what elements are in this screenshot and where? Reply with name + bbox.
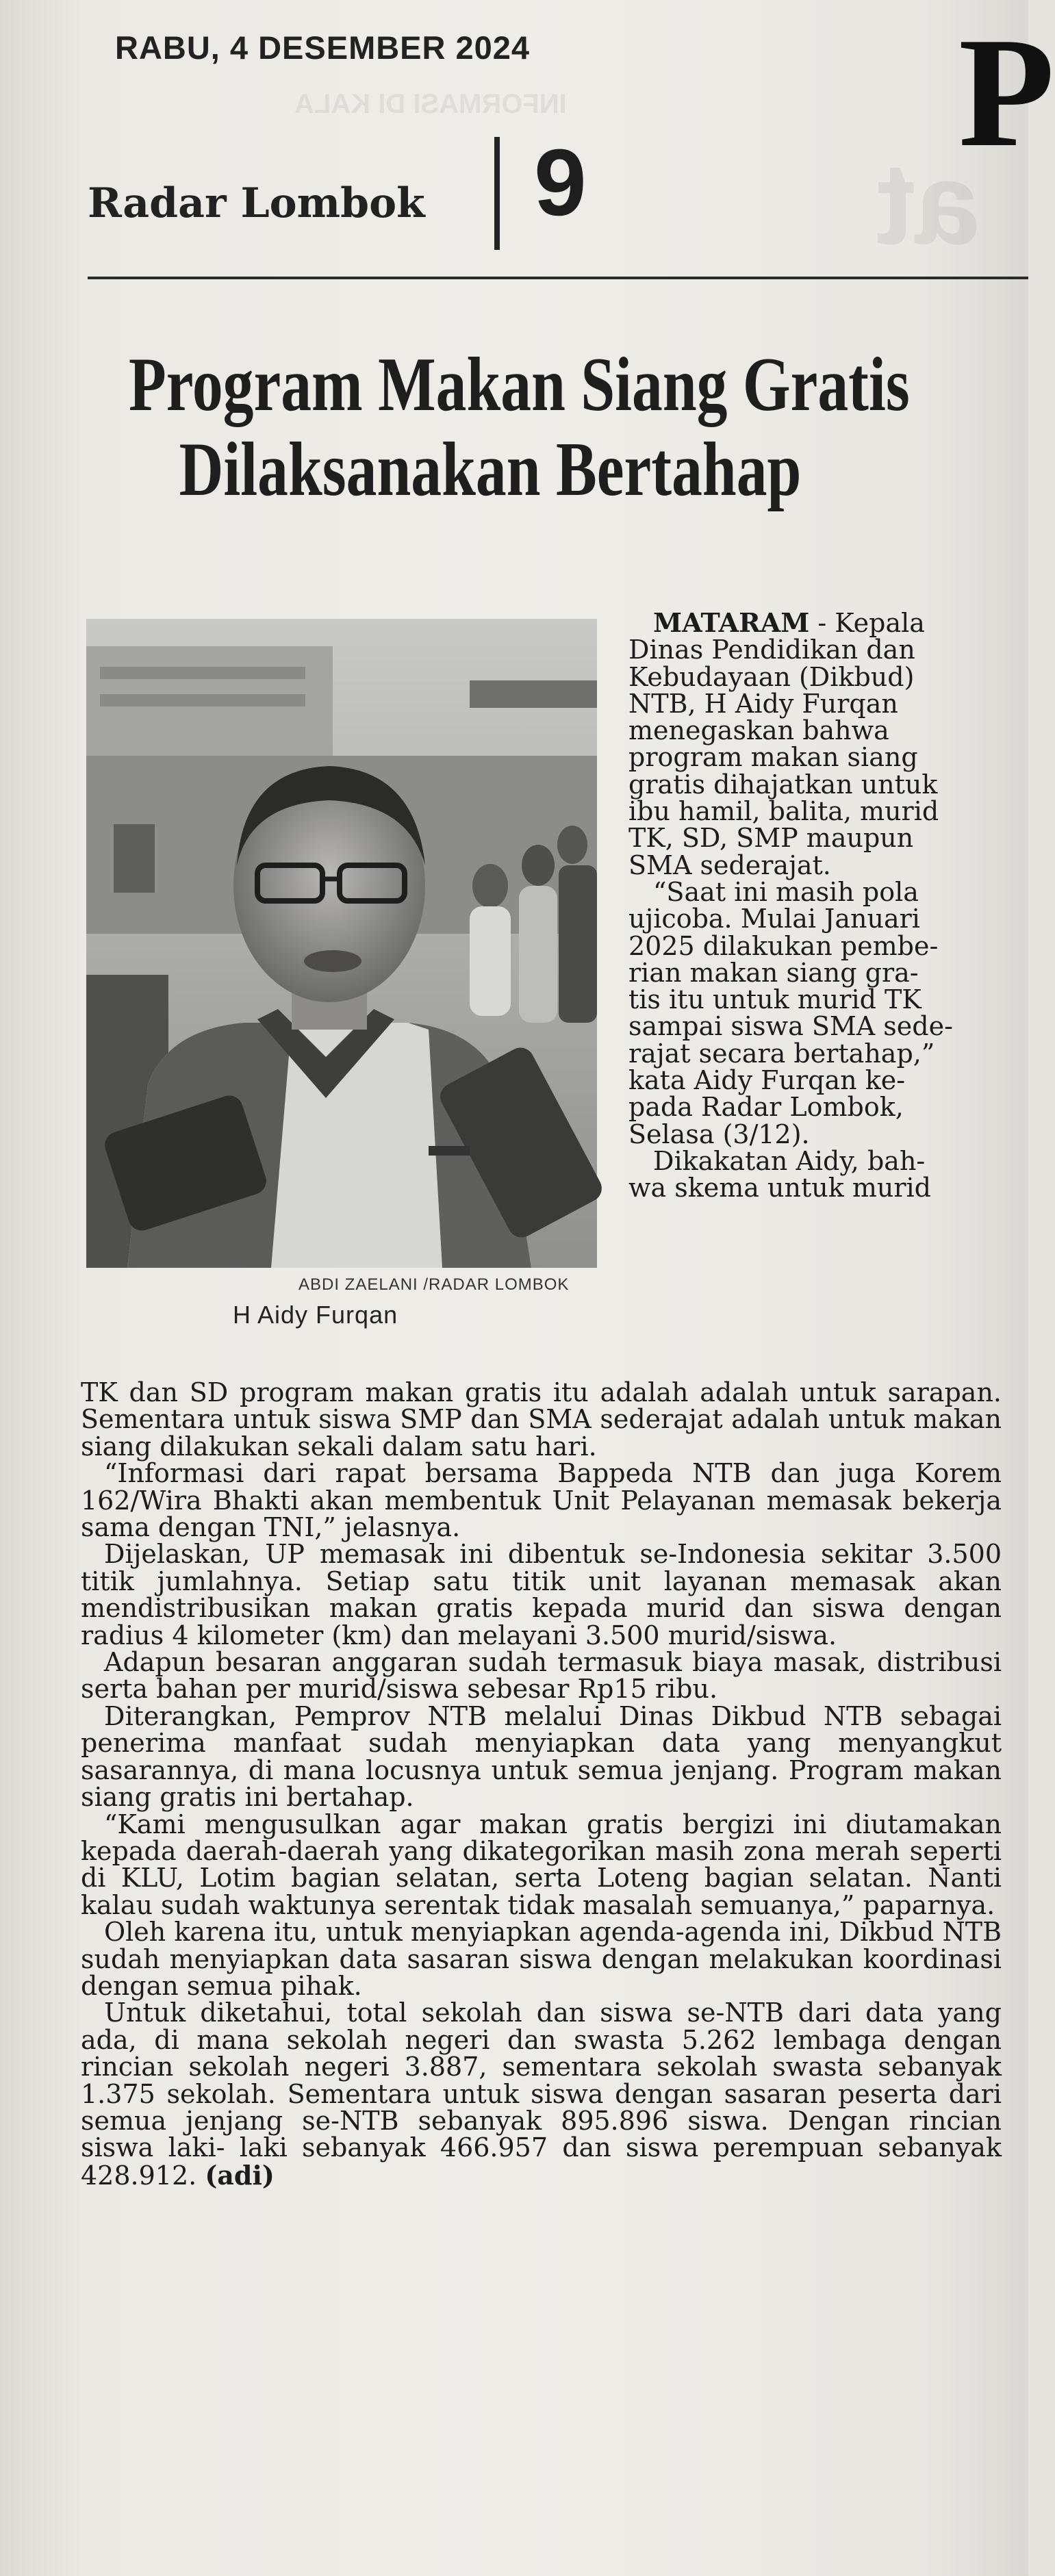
side-line: kata Aidy Furqan ke- <box>628 1065 906 1096</box>
side-line: menegaskan bahwa <box>628 715 889 746</box>
side-line: Dikakatan Aidy, bah- <box>653 1145 926 1176</box>
side-line: program makan siang <box>628 742 918 773</box>
body-paragraph: Oleh karena itu, untuk menyiapkan agenda-agenda ini, Dikbud NTB sudah menyiapkan data sasaran siswa dengan melakukan koordinasi dengan semua pihak. <box>81 1917 1002 2001</box>
side-line: Kebudayaan (Dikbud) <box>628 661 915 692</box>
dateline: MATARAM <box>653 607 810 638</box>
section-name: Radar Lombok <box>88 179 425 227</box>
body-paragraph-last: Untuk diketahui, total sekolah dan siswa se-NTB dari data yang ada, di mana sekolah negeri dan swasta 5.262 lembaga dengan rincian sekolah negeri 3.887, sementara sekolah swasta sebanyak 1.375 sekolah. Sementara untuk siswa dengan sasaran peserta dari semua jenjang se-NTB sebanyak 895.896 siswa. Dengan rincian siswa laki- laki sebanyak 466.957 dan siswa perempuan sebanyak 428.912. (adi) <box>81 1998 1002 2191</box>
side-line: Dinas Pendidikan dan <box>628 635 915 665</box>
bleed-through-headline: at <box>876 139 980 269</box>
photo-credit: ABDI ZAELANI /RADAR LOMBOK <box>298 1275 570 1294</box>
page-number: 9 <box>534 130 587 235</box>
header-rule <box>88 277 1028 279</box>
side-line: NTB, H Aidy Furqan <box>628 688 898 719</box>
side-line: pada Radar Lombok, <box>628 1092 904 1123</box>
side-line: Selasa (3/12). <box>628 1119 810 1149</box>
article-side-column <box>628 609 1012 1202</box>
body-paragraph: “Kami mengusulkan agar makan gratis bergizi ini diutamakan kepada daerah-daerah yang dikategorikan masih zona merah seperti di KLU, Lotim bagian selatan, serta Loteng bagian selatan. Nanti kalau sudah waktunya serentak tidak masalah semuanya,” paparnya. <box>81 1809 1002 1920</box>
side-line: 2025 dilakukan pembe- <box>628 930 939 961</box>
side-line: wa skema untuk murid <box>628 1173 931 1203</box>
adjacent-page-letter: P <box>958 5 1055 179</box>
side-line: ibu hamil, balita, murid <box>628 796 939 827</box>
photo-illustration <box>86 619 597 1268</box>
side-line: SMA sederajat. <box>628 850 831 880</box>
side-line: sampai siswa SMA sede- <box>628 1011 953 1042</box>
article-headline <box>129 342 910 512</box>
headline-line-2: Dilaksanakan Bertahap <box>179 427 802 512</box>
side-line-1: MATARAM - Kepala <box>653 607 925 638</box>
headline-line-1: Program Makan Siang Gratis <box>129 342 910 427</box>
bleed-through-text: INFORMASI DI KALA <box>294 89 567 119</box>
section-divider <box>494 137 500 250</box>
body-paragraph: “Informasi dari rapat bersama Bappeda NTB dan juga Korem 162/Wira Bhakti akan membentuk Unit Pelayanan memasak bekerja sama dengan TNI,” jelasnya. <box>81 1458 1002 1543</box>
body-paragraph: Diterangkan, Pemprov NTB melalui Dinas Dikbud NTB sebagai penerima manfaat sudah menyiapkan data yang menyangkut sasarannya, di mana locusnya untuk semua jenjang. Program makan siang gratis ini bertahap. <box>81 1700 1002 1813</box>
body-paragraph: Adapun besaran anggaran sudah termasuk biaya masak, distribusi serta bahan per murid/siswa sebesar Rp15 ribu. <box>81 1647 1002 1705</box>
side-line: “Saat ini masih pola <box>653 876 919 907</box>
author-signature: (adi) <box>205 2159 275 2191</box>
article-body <box>81 1379 1002 2189</box>
side-line: rian makan siang gra- <box>628 957 919 988</box>
issue-date: RABU, 4 DESEMBER 2024 <box>115 29 531 66</box>
article-photo <box>86 619 597 1268</box>
side-line: TK, SD, SMP maupun <box>628 823 914 854</box>
side-line: rajat secara bertahap,” <box>628 1038 935 1069</box>
body-paragraph: TK dan SD program makan gratis itu adalah adalah untuk sarapan. Sementara untuk siswa SMP dan SMA sederajat adalah untuk makan siang dilakukan sekali dalam satu hari. <box>81 1377 1002 1462</box>
photo-caption: H Aidy Furqan <box>233 1301 398 1329</box>
body-paragraph: Dijelaskan, UP memasak ini dibentuk se-Indonesia sekitar 3.500 titik jumlahnya. Setiap satu titik unit layanan memasak akan mendistribusikan makan gratis kepada murid dan siswa dengan radius 4 kilometer (km) dan melayani 3.500 murid/siswa. <box>81 1539 1002 1650</box>
side-line: tis itu untuk murid TK <box>628 984 921 1015</box>
side-line: gratis dihajatkan untuk <box>628 769 938 800</box>
side-line: ujicoba. Mulai Januari <box>628 904 920 934</box>
